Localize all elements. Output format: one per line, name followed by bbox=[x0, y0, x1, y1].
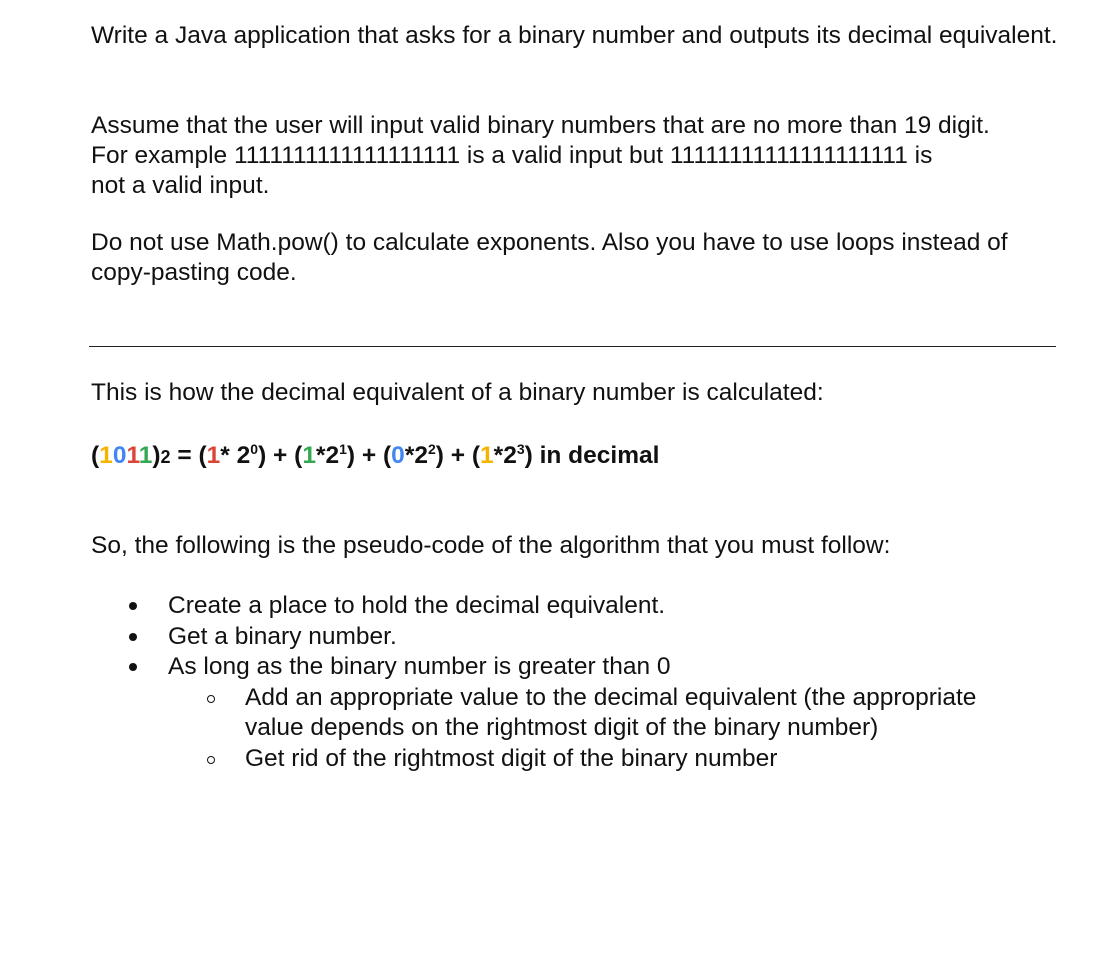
binary-digit-2: 0 bbox=[112, 442, 127, 469]
bullet-dot-icon bbox=[129, 602, 137, 610]
sub-list bbox=[168, 683, 1025, 775]
list-item bbox=[0, 652, 1025, 774]
list-item bbox=[0, 622, 1025, 653]
term-1-exponent: 0 bbox=[250, 441, 259, 457]
calculation-intro: This is how the decimal equivalent of a binary number is calculated: bbox=[91, 379, 824, 406]
sub-list-item-text: Add an appropriate value to the decimal equivalent (the appropriate value depends on the rightmost digit of the binary number) bbox=[245, 683, 977, 741]
binary-digit-1: 1 bbox=[99, 442, 113, 469]
term-4-base: *2 bbox=[493, 442, 517, 469]
horizontal-divider bbox=[89, 346, 1056, 347]
sub-list-item bbox=[0, 744, 1025, 775]
formula-equals: = ( bbox=[170, 442, 207, 469]
assumption-line-3: not a valid input. bbox=[91, 172, 270, 199]
intro-paragraph: Write a Java application that asks for a binary number and outputs its decimal equivalent. bbox=[91, 22, 1058, 49]
hollow-bullet-icon bbox=[207, 756, 215, 764]
assumption-line-1: Assume that the user will input valid binary numbers that are no more than 19 digit. bbox=[91, 112, 990, 139]
formula-plus-2: ) + ( bbox=[346, 442, 392, 469]
pseudo-code-list bbox=[0, 591, 1025, 774]
formula-plus-1: ) + ( bbox=[258, 442, 303, 469]
term-2-digit: 1 bbox=[302, 442, 316, 469]
term-3-digit: 0 bbox=[391, 442, 405, 469]
term-2-base: *2 bbox=[315, 442, 340, 469]
binary-digit-3: 1 bbox=[126, 442, 139, 469]
list-item-text: Get a binary number. bbox=[168, 622, 397, 650]
list-item-text: Create a place to hold the decimal equivalent. bbox=[168, 592, 666, 619]
pseudo-code-intro: So, the following is the pseudo-code of the algorithm that you must follow: bbox=[91, 532, 891, 559]
term-4-exponent: 3 bbox=[516, 441, 525, 457]
sub-list-item-text: Get rid of the rightmost digit of the binary number bbox=[245, 744, 778, 772]
term-4-digit: 1 bbox=[480, 442, 494, 469]
formula-plus-3: ) + ( bbox=[435, 442, 481, 469]
formula-close-paren: ) bbox=[152, 442, 161, 469]
list-item-text: As long as the binary number is greater than 0 bbox=[168, 653, 671, 680]
binary-digit-4: 1 bbox=[138, 442, 153, 469]
formula-open-paren: ( bbox=[91, 442, 100, 469]
hollow-bullet-icon bbox=[207, 695, 215, 703]
term-1-base: * 2 bbox=[220, 442, 251, 469]
bullet-dot-icon bbox=[129, 663, 137, 671]
bullet-dot-icon bbox=[129, 633, 137, 641]
base-subscript: 2 bbox=[160, 447, 171, 467]
assumption-line-2: For example 1111111111111111111 is a valid input but 11111111111111111111 is bbox=[91, 142, 933, 169]
list-item bbox=[0, 591, 1025, 622]
binary-formula bbox=[91, 440, 659, 473]
term-3-base: *2 bbox=[404, 442, 428, 469]
assumption-paragraph bbox=[91, 111, 1066, 201]
term-3-exponent: 2 bbox=[427, 441, 436, 457]
formula-tail: ) in decimal bbox=[524, 442, 660, 469]
term-1-digit: 1 bbox=[206, 442, 221, 469]
rules-paragraph: Do not use Math.pow() to calculate exponents. Also you have to use loops instead of copy-pasting code. bbox=[91, 229, 1008, 286]
term-2-exponent: 1 bbox=[339, 441, 347, 457]
sub-list-item bbox=[0, 683, 1025, 744]
